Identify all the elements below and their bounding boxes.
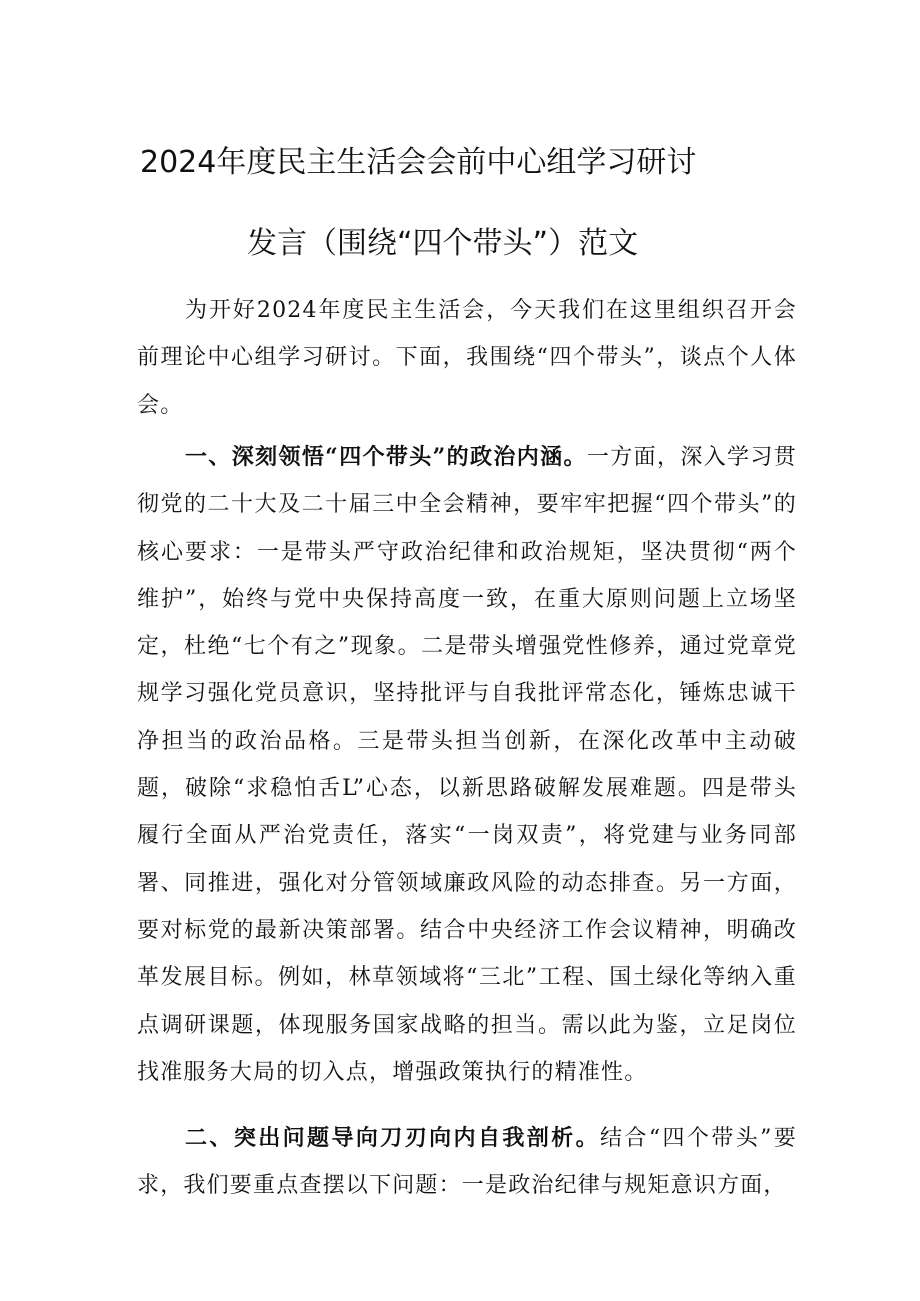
section-2-body: 结合“四个带头”要求，我们要重点查摆以下问题：一是政治纪律与规矩意识方面，	[137, 1126, 798, 1199]
section-2-heading: 二、突出问题导向刀刃向内自我剖析。	[185, 1125, 601, 1151]
section-1-heading: 一、深刻领悟“四个带头”的政治内涵。	[185, 444, 587, 470]
paragraph-section-1-text	[137, 434, 797, 1096]
paragraph-section-2-text	[137, 1115, 797, 1210]
paragraph-section-2	[137, 1115, 797, 1210]
paragraph-section-1	[137, 434, 797, 1096]
paragraph-intro-body: 为开好2024年度民主生活会，今天我们在这里组织召开会前理论中心组学习研讨。下面，我围绕“四个带头”，谈点个人体会。	[137, 298, 797, 418]
paragraph-intro-text	[137, 287, 797, 429]
paragraph-intro	[137, 287, 797, 429]
document-title-line-1: 2024年度民主生活会会前中心组学习研讨	[140, 145, 697, 180]
document-title-line-2: 发言（围绕“四个带头”）范文	[247, 226, 639, 261]
section-1-body: 一方面，深入学习贯彻党的二十大及二十届三中全会精神，要牢牢把握“四个带头”的核心要求：一是带头严守政治纪律和政治规矩，坚决贯彻“两个维护”，始终与党中央保持高度一致，在重大原则问题上立场坚定，杜绝“七个有之”现象。二是带头增强党性修养，通过党章党规学习强化党员意识，坚持批评与自我批评常态化，锤炼忠诚干净担当的政治品格。三是带头担当创新，在深化改革中主动破题，破除“求稳怕舌L”心态，以新思路破解发展难题。四是带头履行全面从严治党责任，落实“一岗双责”，将党建与业务同部署、同推进，强化对分管领域廉政风险的动态排查。另一方面，要对标党的最新决策部署。结合中央经济工作会议精神，明确改革发展目标。例如，林草领域将“三北”工程、国土绿化等纳入重点调研课题，体现服务国家战略的担当。需以此为鉴，立足岗位找准服务大局的切入点，增强政策执行的精准性。	[137, 445, 797, 1085]
